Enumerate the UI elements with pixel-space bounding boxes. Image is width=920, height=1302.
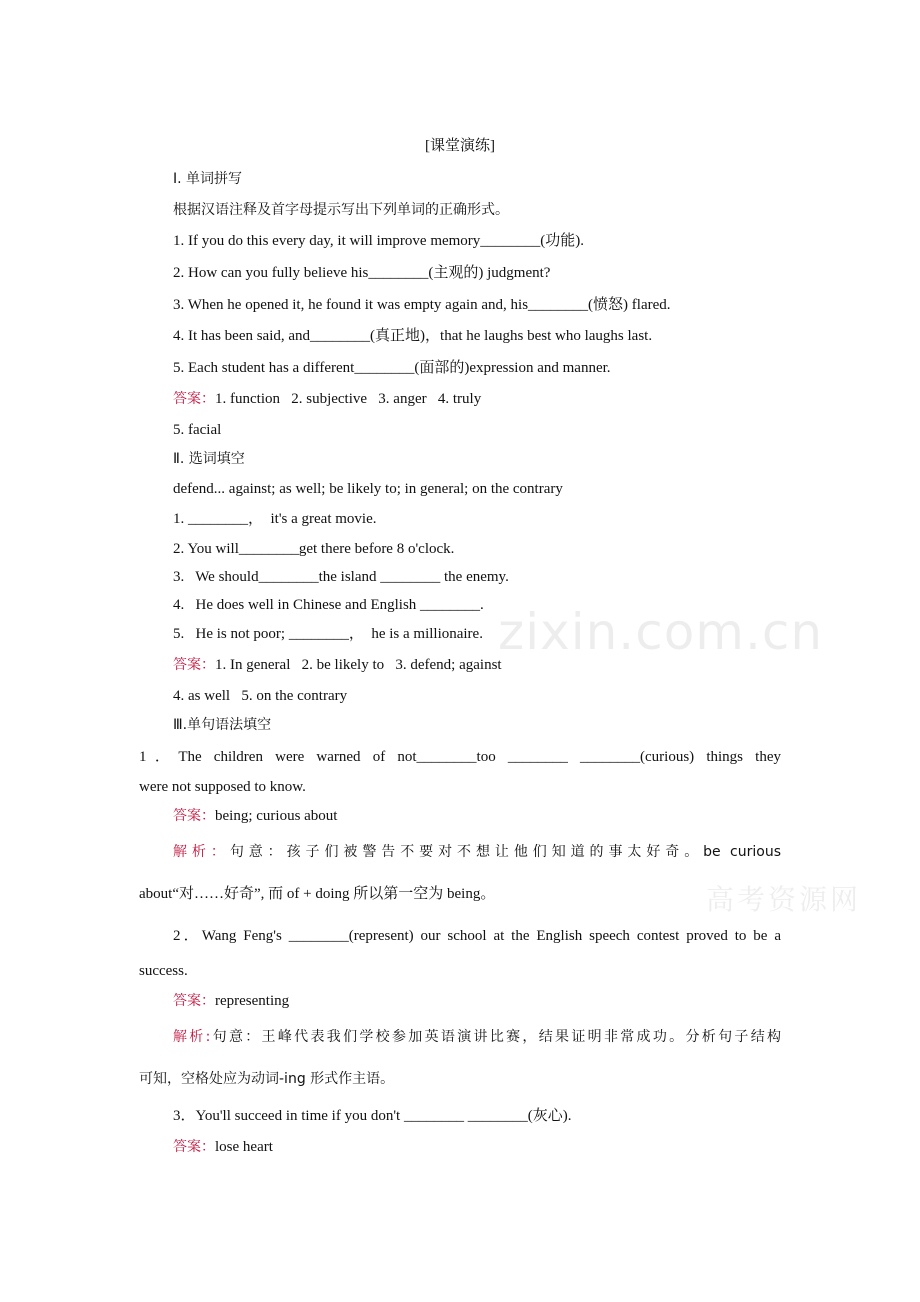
q3-line1: 3．You'll succeed in time if you don't ________ ________(灰心). (173, 1108, 572, 1124)
q2-analysis-cont: 可知，空格处应为动词-ing 形式作主语。 (139, 1071, 395, 1087)
answer-text: lose heart (215, 1139, 273, 1155)
section2-item-5: 5. He is not poor; ________， he is a millionaire. (173, 626, 483, 642)
answer-text: 1. In general 2. be likely to 3. defend; against (215, 657, 502, 673)
section2-word-bank: defend... against; as well; be likely to; in general; on the contrary (173, 481, 563, 497)
q1-analysis (173, 843, 781, 861)
section2-heading: Ⅱ. 选词填空 (173, 451, 245, 467)
answer-label: 答案： (173, 391, 215, 407)
q2-answer (173, 992, 289, 1010)
answer-label: 答案： (173, 808, 215, 824)
answer-label: 答案： (173, 1139, 215, 1155)
section1-heading: Ⅰ. 单词拼写 (173, 171, 243, 187)
section2-answer-cont: 4. as well 5. on the contrary (173, 688, 348, 704)
answer-label: 答案： (173, 993, 215, 1009)
section1-item-5: 5. Each student has a different________(面部的)expression and manner. (173, 360, 611, 376)
section2-item-4: 4. He does well in Chinese and English ________. (173, 597, 484, 613)
q2-line1: 2．Wang Feng's ________(represent) our school at the English speech contest proved to be a (173, 928, 781, 944)
section1-item-3: 3. When he opened it, he found it was empty again and, his________(愤怒) flared. (173, 297, 671, 313)
section2-item-3: 3. We should________the island ________ the enemy. (173, 569, 509, 585)
q1-analysis-cont: about“对……好奇”, 而 of + doing 所以第一空为 being。 (139, 886, 496, 902)
page-title: [课堂演练] (425, 138, 495, 154)
analysis-label: 解析: (173, 1029, 211, 1045)
q3-answer (173, 1138, 273, 1156)
section2-answer (173, 656, 502, 674)
answer-label: 答案： (173, 657, 215, 673)
section1-answer (173, 390, 481, 408)
q2-analysis (173, 1028, 781, 1046)
section3-heading: Ⅲ.单句语法填空 (173, 717, 272, 733)
watermark-logo: 高考资源网 (706, 883, 862, 916)
section1-instruction: 根据汉语注释及首字母提示写出下列单词的正确形式。 (173, 202, 509, 218)
answer-text: representing (215, 993, 290, 1009)
q1-line2: were not supposed to know. (139, 779, 306, 795)
section1-answer-cont: 5. facial (173, 422, 222, 438)
analysis-text: 句意：王峰代表我们学校参加英语演讲比赛，结果证明非常成功。分析句子结构 (210, 1029, 781, 1045)
analysis-label: 解析： (173, 844, 230, 860)
section2-item-1: 1. ________， it's a great movie. (173, 511, 377, 527)
answer-text: being; curious about (215, 808, 338, 824)
q1-answer (173, 807, 337, 825)
section1-item-4: 4. It has been said, and________(真正地)，that he laughs best who laughs last. (173, 328, 653, 344)
answer-text: 1. function 2. subjective 3. anger 4. truly (215, 391, 482, 407)
section1-item-1: 1. If you do this every day, it will improve memory________(功能). (173, 233, 585, 249)
q2-line2: success. (139, 963, 188, 979)
watermark-text: zixin.com.cn (498, 603, 824, 661)
section1-item-2: 2. How can you fully believe his________(主观的) judgment? (173, 265, 551, 281)
section2-item-2: 2. You will________get there before 8 o'clock. (173, 541, 455, 557)
q1-line1: 1．The children were warned of not________too ________ ________(curious) things they (139, 749, 781, 765)
analysis-text: 句意：孩子们被警告不要对不想让他们知道的事太好奇。be curious (229, 844, 782, 860)
